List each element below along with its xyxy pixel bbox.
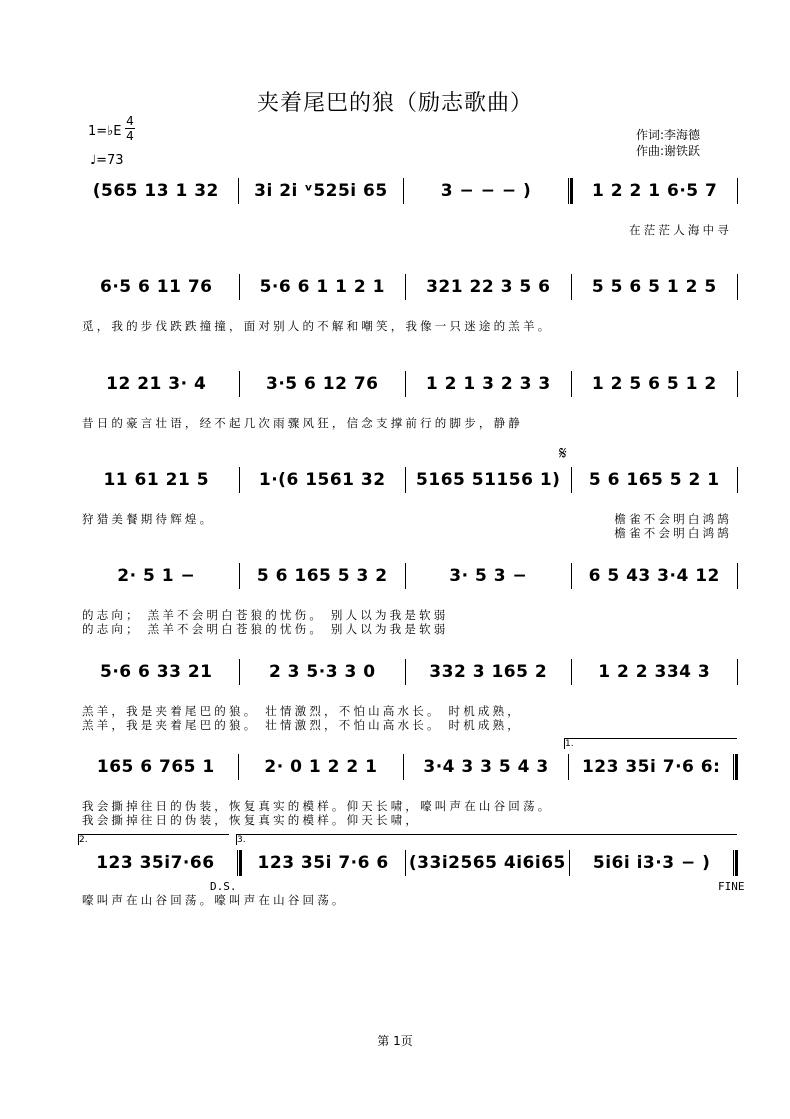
- measure: 123 35i 7·6 6: [257, 853, 389, 873]
- lyrics-line: 觅，我的步伐跌跌撞撞，面对别人的不解和嘲笑，我像一只迷途的羔羊。: [82, 319, 553, 333]
- measure: 123 35i 7·6 6:: [581, 757, 721, 777]
- page-number: 第 1页: [377, 1034, 413, 1048]
- lyrics-line: 的志向； 羔羊不会明白苍狼的忧伤。 别人以为我是软弱: [82, 622, 449, 636]
- measure: 5·6 6 1 1 2 1: [259, 277, 385, 297]
- lyrics-line: 嚎叫声在山谷回荡。嚎叫声在山谷回荡。: [82, 893, 347, 907]
- lyrics-line: 我会撕掉往日的伪装，恢复真实的模样。仰天长啸，嚎叫声在山谷回荡。: [82, 799, 553, 813]
- lyrics-line: 的志向； 羔羊不会明白苍狼的忧伤。 别人以为我是软弱: [82, 608, 449, 622]
- measure: 3i 2i ᵛ525i 65: [254, 181, 388, 201]
- time-signature: [125, 114, 135, 143]
- measure: 5165 51156 1): [416, 470, 561, 490]
- measure: 5i6i i3·3 − ): [592, 853, 711, 873]
- measure: 6·5 6 11 76: [99, 277, 213, 297]
- lyrics-line: 在茫茫人海中寻: [629, 223, 732, 237]
- measure: 165 6 765 1: [96, 757, 215, 777]
- measure: 5 6 165 5 2 1: [588, 470, 720, 490]
- measure: 12 21 3· 4: [106, 374, 207, 394]
- meter-bottom: 4: [126, 129, 134, 143]
- credits: [636, 127, 700, 159]
- lyrics-line: 羔羊，我是夹着尾巴的狼。 壮情激烈，不怕山高水长。 时机成熟，: [82, 704, 523, 718]
- measure: (565 13 1 32: [92, 181, 219, 201]
- measure: (33i2565 4i6i65: [408, 853, 566, 873]
- meter-top: 4: [126, 114, 134, 128]
- measure: 1 2 2 1 6·5 7: [592, 181, 718, 201]
- measure: 3·4 3 3 5 4 3: [423, 757, 549, 777]
- measure: 332 3 165 2: [429, 662, 548, 682]
- measure: 1 2 2 334 3: [598, 662, 711, 682]
- measure: 5 5 6 5 1 2 5: [591, 277, 717, 297]
- lyrics-line: 檐雀不会明白鸿鹄: [614, 526, 732, 540]
- measure: 3 − − − ): [440, 181, 532, 201]
- measure: 3·5 6 12 76: [265, 374, 379, 394]
- volta-3: 3.: [236, 834, 737, 845]
- measure: 2· 5 1 −: [117, 566, 196, 586]
- volta-2: 2.: [78, 834, 229, 845]
- measure: 11 61 21 5: [103, 470, 210, 490]
- volta-1: 1.: [564, 738, 737, 749]
- measure: 1 2 5 6 5 1 2: [591, 374, 717, 394]
- tempo-marking: ♩=73: [90, 153, 124, 168]
- lyricist: 作词:李海德: [636, 128, 701, 142]
- song-title: 夹着尾巴的狼（励志歌曲）: [256, 91, 533, 116]
- measure: 5·6 6 33 21: [99, 662, 213, 682]
- measure: 3· 5 3 −: [449, 566, 528, 586]
- fine-marking: FINE: [718, 880, 745, 893]
- key-signature: 1=♭E: [88, 124, 122, 139]
- measure: 2· 0 1 2 2 1: [264, 757, 378, 777]
- measure: 5 6 165 5 3 2: [256, 566, 388, 586]
- lyrics-line: 昔日的豪言壮语，经不起几次雨骤风狂，信念支撑前行的脚步，静静: [82, 416, 523, 430]
- measure: 1·(6 1561 32: [258, 470, 386, 490]
- segno-icon: 𝄋: [559, 443, 567, 464]
- lyrics-line: 我会撕掉往日的伪装，恢复真实的模样。仰天长啸，: [82, 813, 421, 827]
- lyrics-line: 羔羊，我是夹着尾巴的狼。 壮情激烈，不怕山高水长。 时机成熟，: [82, 718, 523, 732]
- ds-marking: D.S.: [210, 880, 237, 893]
- composer: 作曲:谢铁跃: [636, 144, 701, 158]
- measure: 123 35i7·66: [96, 853, 215, 873]
- measure: 1 2 1 3 2 3 3: [425, 374, 551, 394]
- measure: 321 22 3 5 6: [426, 277, 551, 297]
- lyrics-line: 檐雀不会明白鸿鹄: [614, 512, 732, 526]
- lyrics-line: 狩猎美餐期待辉煌。: [82, 512, 215, 526]
- measure: 2 3 5·3 3 0: [268, 662, 376, 682]
- measure: 6 5 43 3·4 12: [588, 566, 720, 586]
